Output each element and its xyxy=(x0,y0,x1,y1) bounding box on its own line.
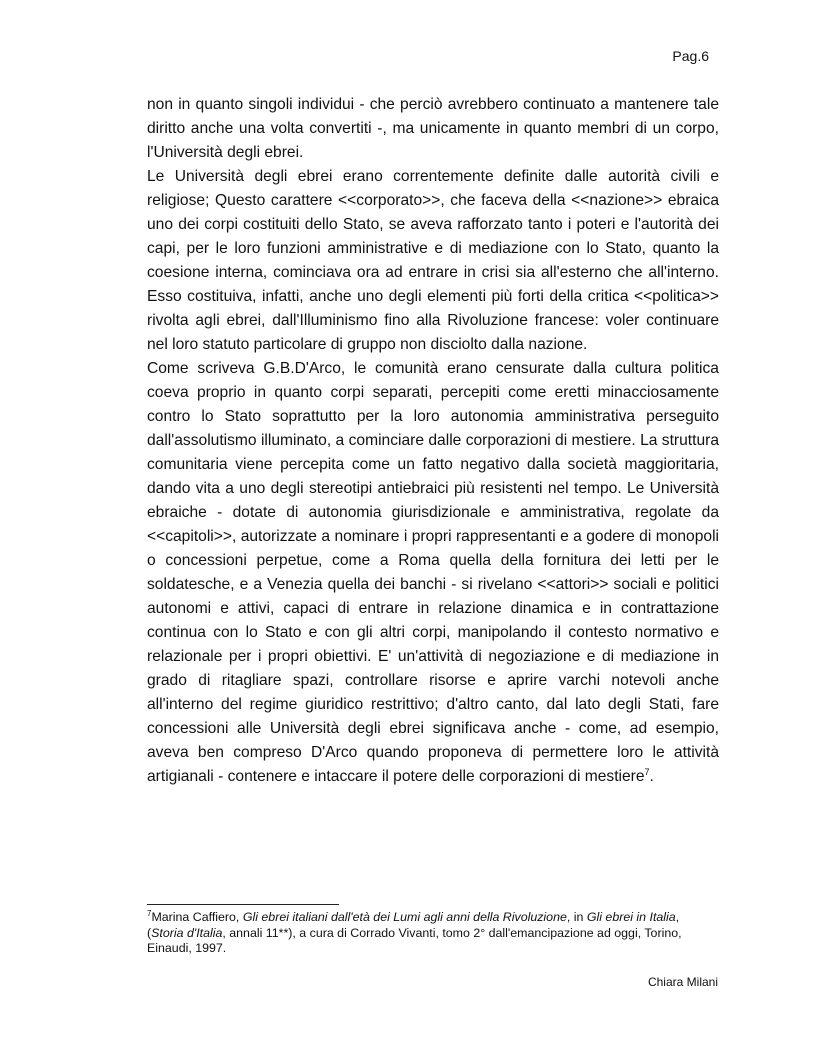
footnote-reference: 7 xyxy=(644,766,650,777)
paragraph-2: Le Università degli ebrei erano correntemente definite dalle autorità civili e religiose; Questo carattere <<corporato>>, che faceva della <<nazione>> ebraica uno dei corpi costituiti dello Stato, se aveva rafforzato tanto i poteri e l'autorità dei capi, per le loro funzioni amministrative e di mediazione con lo Stato, quanto la coesione interna, cominciava ora ad entrare in crisi sia all'esterno che all'interno. Esso costituiva, infatti, anche uno degli elementi più forti della critica <<politica>> rivolta agli ebrei, dall'Illuminismo fino alla Rivoluzione francese: voler continuare nel loro statuto particolare di gruppo non disciolto dalla nazione. xyxy=(147,168,719,353)
footnote-separator xyxy=(147,904,339,905)
paragraph-3 xyxy=(147,357,719,789)
page-number: Pag.6 xyxy=(672,48,709,64)
footnote-number: 7 xyxy=(147,908,152,918)
paragraph-3-end: . xyxy=(649,768,654,785)
footnote-series: Storia d'Italia xyxy=(151,925,223,940)
footer-author: Chiara Milani xyxy=(647,975,718,989)
footnote xyxy=(147,910,719,957)
paragraph-1: non in quanto singoli individui - che perciò avrebbero continuato a mantenere tale diritto anche una volta convertiti -, ma unicamente in quanto membri di un corpo, l'Università degli ebrei. xyxy=(147,96,719,161)
paragraph-3-text: Come scriveva G.B.D'Arco, le comunità erano censurate dalla cultura politica coeva proprio in quanto corpi separati, percepiti come eretti minacciosamente contro lo Stato soprattutto per la loro autonomia amministrativa perseguito dall'assolutismo illuminato, a cominciare dalle corporazioni di mestiere. La struttura comunitaria viene percepita come un fatto negativo dalla società maggioritaria, dando vita a uno degli stereotipi antiebraici più resistenti nel tempo. Le Università ebraiche - dotate di autonomia giurisdizionale e amministrativa, regolate da <<capitoli>>, autorizzate a nominare i propri rappresentanti e a godere di monopoli o concessioni perpetue, come a Roma quella della fornitura dei letti per le soldatesche, e a Venezia quella dei banchi - si rivelano <<attori>> sociali e politici autonomi e attivi, capaci di entrare in relazione dinamica e in contrattazione continua con lo Stato e con gli altri corpi, manipolando il contesto normativo e relazionale per i propri obiettivi. E' un'attività di negoziazione e di mediazione in grado di ritagliare spazi, controllare risorse e aprire varchi notevoli anche all'interno del regime giuridico restrittivo; d'altro canto, dal lato degli Stati, fare concessioni alle Università degli ebrei significava anche - come, ad esempio, aveva ben compreso D'Arco quando proponeva di permettere loro le attività artigianali - contenere e intaccare il potere delle corporazioni di mestiere xyxy=(147,360,719,785)
footnote-in: , in xyxy=(566,910,587,924)
footnote-open-paren: , ( xyxy=(147,910,680,940)
footnote-title: Gli ebrei italiani dall'età dei Lumi agli anni della Rivoluzione xyxy=(242,910,567,924)
footnote-author: Marina Caffiero, xyxy=(151,910,243,924)
footnote-volume: Gli ebrei in Italia xyxy=(586,910,676,924)
body-text xyxy=(147,93,719,789)
footnote-rest: , annali 11**), a cura di Corrado Vivanti, tomo 2° dall'emancipazione ad oggi, Torino, Einaudi, 1997. xyxy=(147,925,682,955)
